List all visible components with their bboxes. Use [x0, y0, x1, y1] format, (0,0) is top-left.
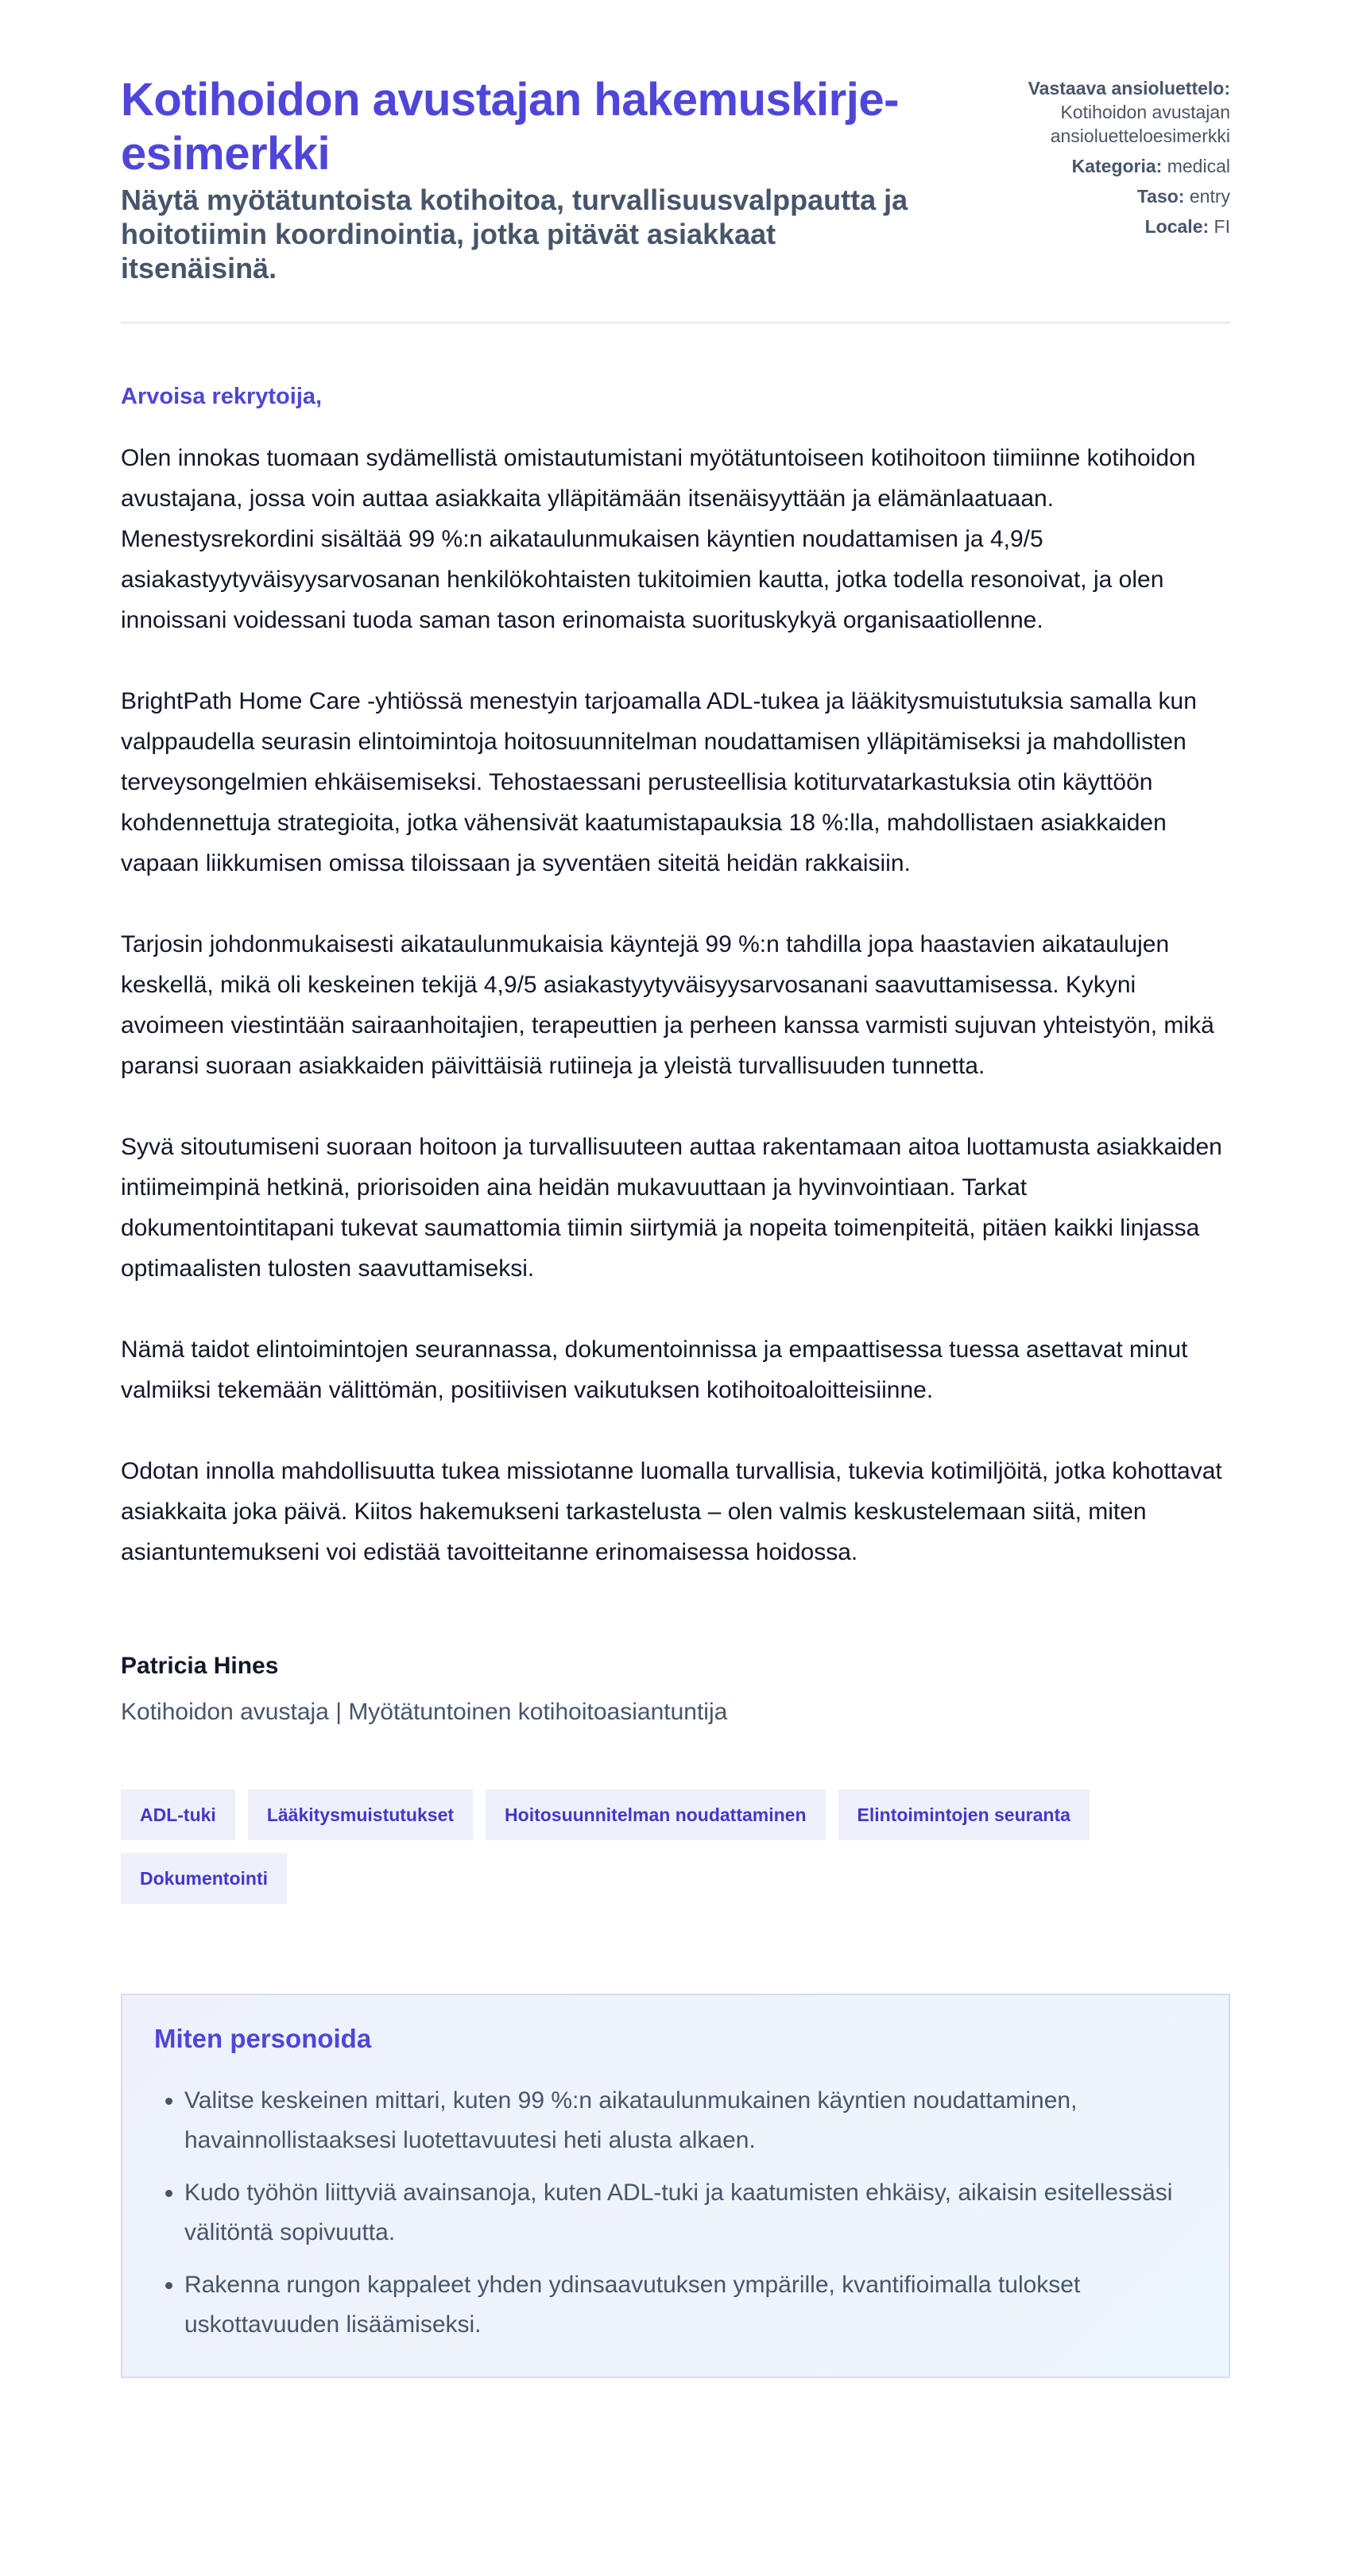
page-title: Kotihoidon avustajan hakemuskirje-esimerkki [121, 74, 899, 180]
page-header [121, 73, 1230, 323]
meta-category-label: Kategoria: [1071, 156, 1163, 176]
letter-paragraph: Odotan innolla mahdollisuutta tukea missiotanne luomalla turvallisia, tukevia kotimiljöitä, jotka kohottavat asiakkaita joka päivä. Kiitos hakemukseni tarkastelusta – olen valmis keskustelemaan siitä, miten asiantuntemukseni voi edistää tavoitteitanne erinomaisessa hoidossa. [121, 1458, 1222, 1565]
meta-level-label: Taso: [1136, 186, 1185, 207]
skill-tag: ADL-tuki [121, 1789, 235, 1840]
meta-locale-value: FI [1214, 216, 1230, 237]
letter-paragraph: Olen innokas tuomaan sydämellistä omistautumistani myötätuntoiseen kotihoitoon tiimiinne kotihoidon avustajana, jossa voin auttaa asiakkaita ylläpitämään itsenäisyyttään ja elämänlaatuaan. Menestysrekordini sisältää 99 %:n aikataulunmukaisen käyntien noudattamisen ja 4,9/5 asiakastyytyväisyysarvosanan henkilökohtaisten tukitoimien kautta, jotka todella resonoivat, ja olen innoissani voidessani tuoda saman tason erinomaista suorituskykyä organisaatiollenne. [121, 445, 1196, 633]
letter-paragraph: BrightPath Home Care -yhtiössä menestyin tarjoamalla ADL-tukea ja lääkitysmuistutuksia samalla kun valppaudella seurasin elintoimintoja hoitosuunnitelman noudattamisen ylläpitämiseksi ja mahdollisten terveysongelmien ehkäisemiseksi. Tehostaessani perusteellisia kotiturvatarkastuksia otin käyttöön kohdennettuja strategioita, jotka vähensivät kaatumistapauksia 18 %:lla, mahdollistaen asiakkaiden vapaan liikkumisen omissa tiloissaan ja syventäen siteitä heidän rakkaisiin. [121, 688, 1197, 876]
meta-related-resume-value: Kotihoidon avustajan ansioluetteloesimerkki [1050, 102, 1230, 146]
meta-level-value: entry [1189, 186, 1230, 207]
signature-block [121, 1651, 1230, 1727]
meta-level [960, 184, 1230, 208]
skill-tag: Dokumentointi [121, 1853, 287, 1904]
meta-category [960, 154, 1230, 178]
letter-paragraph: Syvä sitoutumiseni suoraan hoitoon ja turvallisuuteen auttaa rakentamaan aitoa luottamusta asiakkaiden intiimeimpinä hetkinä, priorisoiden aina heidän mukavuuttaan ja hyvinvointiaan. Tarkat dokumentointitapani tukevat saumattomia tiimin siirtymiä ja nopeita toimenpiteitä, pitäen kaikki linjassa optimaalisten tulosten saavuttamiseksi. [121, 1134, 1222, 1282]
signature-role: Kotihoidon avustaja | Myötätuntoinen kotihoitoasiantuntija [121, 1699, 728, 1725]
meta-panel [960, 73, 1230, 245]
skill-tag: Hoitosuunnitelman noudattaminen [486, 1789, 826, 1840]
tip-item: • Rakenna rungon kappaleet yhden ydinsaavutuksen ympärille, kvantifioimalla tulokset uskottavuuden lisäämiseksi. [184, 2265, 1197, 2345]
tips-list [154, 2081, 1197, 2345]
skill-tag: Elintoimintojen seuranta [838, 1789, 1090, 1840]
tip-item: • Kudo työhön liittyviä avainsanoja, kuten ADL-tuki ja kaatumisten ehkäisy, aikaisin esitellessäsi välitöntä sopivuutta. [184, 2173, 1197, 2253]
skill-tags [121, 1789, 1230, 1904]
meta-category-value: medical [1167, 156, 1230, 176]
letter-paragraph: Tarjosin johdonmukaisesti aikataulunmukaisia käyntejä 99 %:n tahdilla jopa haastavien aikataulujen keskellä, mikä oli keskeinen tekijä 4,9/5 asiakastyytyväisyysarvosanani saavuttamisessa. Kykyni avoimeen viestintään sairaanhoitajien, terapeuttien ja perheen kanssa varmisti sujuvan yhteistyön, mikä paransi suoraan asiakkaiden päivittäisiä rutiineja ja yleistä turvallisuuden tunnetta. [121, 931, 1214, 1079]
meta-related-resume [960, 76, 1230, 148]
personalization-tips-box [121, 1994, 1230, 2378]
letter-paragraph: Nämä taidot elintoimintojen seurannassa, dokumentoinnissa ja empaattisessa tuessa asettavat minut valmiiksi tekemään välittömän, positiivisen vaikutuksen kotihoitoaloitteisiinne. [121, 1336, 1188, 1403]
tips-title: Miten personoida [154, 2024, 372, 2053]
header-title-group [121, 73, 916, 285]
tip-item: • Valitse keskeinen mittari, kuten 99 %:n aikataulunmukainen käyntien noudattaminen, havainnollistaaksesi luotettavuutesi heti alusta alkaen. [184, 2081, 1197, 2160]
meta-locale [960, 215, 1230, 238]
skill-tag: Lääkitysmuistutukset [248, 1789, 473, 1840]
letter-salutation: Arvoisa rekrytoija, [121, 384, 323, 409]
signature-name: Patricia Hines [121, 1653, 279, 1679]
letter-body [121, 438, 1230, 1572]
meta-related-resume-label: Vastaava ansioluettelo: [1028, 78, 1230, 99]
page-subtitle: Näytä myötätuntoista kotihoitoa, turvallisuusvalppautta ja hoitotiimin koordinointia, jotka pitävät asiakkaat itsenäisinä. [121, 184, 908, 284]
meta-locale-label: Locale: [1144, 216, 1210, 237]
